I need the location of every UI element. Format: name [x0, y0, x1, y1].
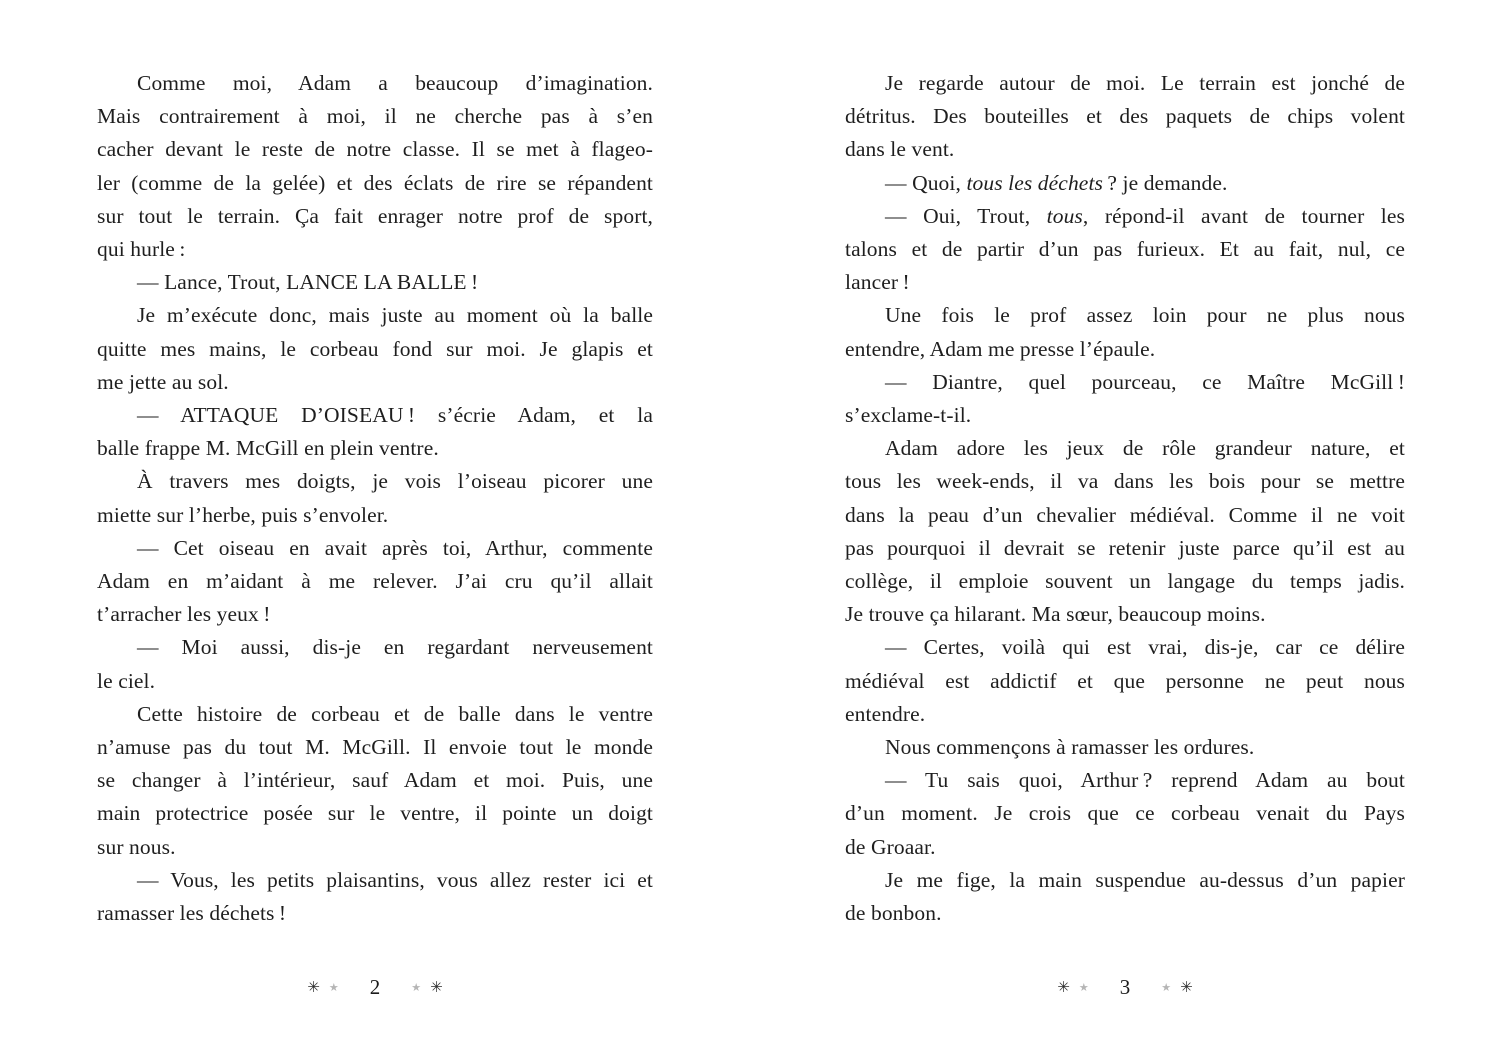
page-number: 3 [1119, 974, 1131, 999]
text-line: n’amuse pas du tout M. McGill. Il envoie tout le monde [97, 735, 653, 760]
page-right [845, 0, 1405, 1045]
text-line: sur nous. [97, 834, 176, 859]
text-line: cacher devant le reste de notre classe. Il se met à flageo- [97, 137, 653, 162]
page-left [97, 0, 653, 1045]
text-line: — Quoi, tous les déchets ? je demande. [885, 170, 1228, 195]
text-line: lancer ! [845, 270, 910, 295]
text-line: — Moi aussi, dis-je en regardant nerveusement [137, 635, 653, 660]
text-line: Je trouve ça hilarant. Ma sœur, beaucoup moins. [845, 602, 1266, 627]
text-line: ramasser les déchets ! [97, 901, 287, 926]
text-line: sur tout le terrain. Ça fait enrager notre prof de sport, [97, 203, 653, 228]
page-left-text [97, 67, 653, 930]
text-line: miette sur l’herbe, puis s’envoler. [97, 502, 389, 527]
asterisk-ornament-icon: ✳ [307, 977, 320, 996]
text-line: balle frappe M. McGill en plein ventre. [97, 436, 439, 461]
text-line: de Groaar. [845, 834, 936, 859]
text-line: quitte mes mains, le corbeau fond sur moi. Je glapis et [97, 336, 653, 361]
text-line: Cette histoire de corbeau et de balle dans le ventre [137, 701, 653, 726]
text-line: Je me fige, la main suspendue au-dessus d’un papier [885, 867, 1405, 892]
text-line: Nous commençons à ramasser les ordures. [885, 735, 1255, 760]
text-line: — Oui, Trout, tous, répond-il avant de tourner les [885, 203, 1405, 228]
text-line: À travers mes doigts, je vois l’oiseau picorer une [137, 469, 653, 494]
text-line: t’arracher les yeux ! [97, 602, 271, 627]
text-line: entendre, Adam me presse l’épaule. [845, 336, 1156, 361]
text-line: Adam adore les jeux de rôle grandeur nature, et [885, 436, 1405, 461]
text-line: ler (comme de la gelée) et des éclats de rire se répandent [97, 170, 653, 195]
star-ornament-icon: ★ [328, 980, 339, 994]
text-line: qui hurle : [97, 237, 186, 262]
text-line: d’un moment. Je crois que ce corbeau venait du Pays [845, 801, 1405, 826]
text-line: — Certes, voilà qui est vrai, dis-je, car ce délire [885, 635, 1405, 660]
asterisk-ornament-icon: ✳ [1057, 977, 1070, 996]
text-line: tous les week-ends, il va dans les bois pour se mettre [845, 469, 1405, 494]
text-line: Mais contrairement à moi, il ne cherche pas à s’en [97, 104, 653, 129]
text-line: Adam en m’aidant à me relever. J’ai cru qu’il allait [97, 569, 653, 594]
text-line: — Diantre, quel pourceau, ce Maître McGill ! [885, 369, 1405, 394]
page-number: 2 [369, 974, 381, 999]
star-ornament-icon: ★ [1161, 980, 1172, 994]
text-line: se changer à l’intérieur, sauf Adam et moi. Puis, une [97, 768, 653, 793]
text-line: le ciel. [97, 668, 156, 693]
text-line: médiéval est addictif et que personne ne peut nous [845, 668, 1405, 693]
asterisk-ornament-icon: ✳ [1180, 977, 1193, 996]
text-line: de bonbon. [845, 901, 942, 926]
star-ornament-icon: ★ [1078, 980, 1089, 994]
page-right-footer [845, 970, 1405, 1004]
text-line: main protectrice posée sur le ventre, il pointe un doigt [97, 801, 653, 826]
text-line: pas pourquoi il devrait se retenir juste parce qu’il est au [845, 535, 1405, 560]
text-line: s’exclame-t-il. [845, 403, 972, 428]
text-line: talons et de partir d’un pas furieux. Et au fait, nul, ce [845, 237, 1405, 262]
text-line: — ATTAQUE D’OISEAU ! s’écrie Adam, et la [137, 403, 653, 428]
text-line: — Cet oiseau en avait après toi, Arthur, commente [137, 535, 653, 560]
star-ornament-icon: ★ [411, 980, 422, 994]
text-line: Comme moi, Adam a beaucoup d’imagination. [137, 71, 653, 95]
text-line: me jette au sol. [97, 369, 229, 394]
text-line: dans le vent. [845, 137, 955, 162]
text-line: Je m’exécute donc, mais juste au moment où la balle [137, 303, 653, 328]
text-line: Je regarde autour de moi. Le terrain est jonché de [885, 71, 1405, 95]
text-line: entendre. [845, 701, 926, 726]
text-line: — Vous, les petits plaisantins, vous allez rester ici et [137, 867, 653, 892]
text-line: collège, il emploie souvent un langage du temps jadis. [845, 569, 1405, 594]
text-line: détritus. Des bouteilles et des paquets de chips volent [845, 104, 1405, 129]
asterisk-ornament-icon: ✳ [430, 977, 443, 996]
text-line: — Tu sais quoi, Arthur ? reprend Adam au bout [885, 768, 1405, 793]
text-line: Une fois le prof assez loin pour ne plus nous [885, 303, 1405, 328]
text-line: — Lance, Trout, LANCE LA BALLE ! [137, 270, 479, 295]
page-right-text [845, 67, 1405, 930]
page-left-footer [97, 970, 653, 1004]
text-line: dans la peau d’un chevalier médiéval. Comme il ne voit [845, 502, 1405, 527]
